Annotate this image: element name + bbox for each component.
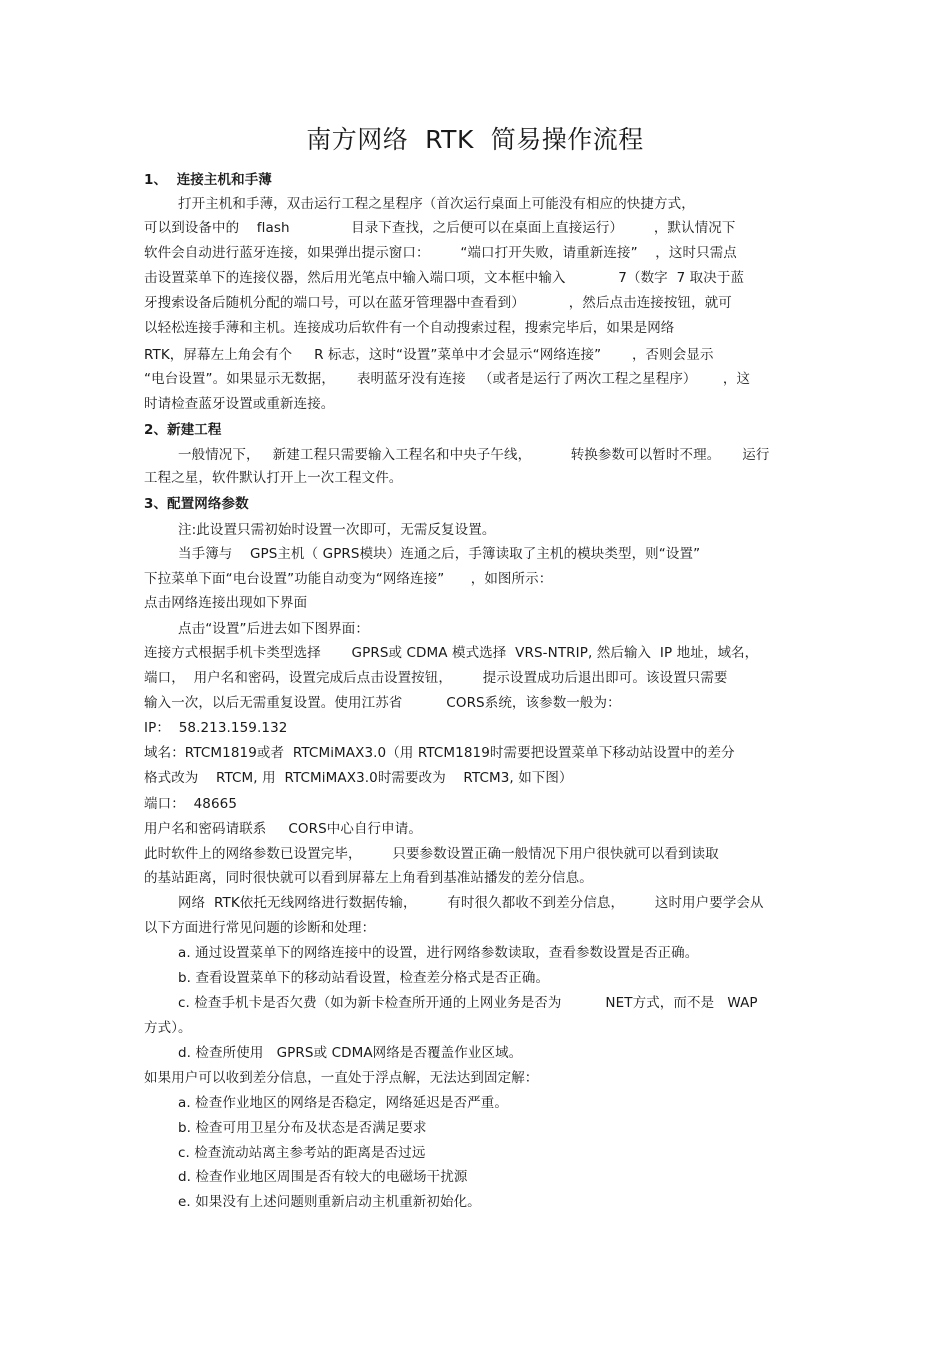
paragraph-line: 方式）。 xyxy=(144,1020,192,1036)
list-item: b. 查看设置菜单下的移动站看设置，检查差分格式是否正确。 xyxy=(178,970,550,986)
paragraph-line: 时请检查蓝牙设置或重新连接。 xyxy=(144,396,335,412)
list-item: c. 检查流动站离主参考站的距离是否过远 xyxy=(178,1145,426,1161)
paragraph-line: 下拉菜单下面“电台设置”功能自动变为“网络连接” ，如图所示： xyxy=(144,571,553,587)
paragraph-line: 软件会自动进行蓝牙连接，如果弹出提示窗口： “端口打开失败，请重新连接” ，这时只需点 xyxy=(144,245,737,261)
note-line: 注:此设置只需初始时设置一次即可，无需反复设置。 xyxy=(178,522,496,538)
paragraph-line: 牙搜索设备后随机分配的端口号，可以在蓝牙管理器中查看到） ，然后点击连接按钮，就可 xyxy=(144,295,732,311)
list-item: c. 检查手机卡是否欠费（如为新卡检查所开通的上网业务是否为 NET方式，而不是 WAP xyxy=(178,995,758,1011)
paragraph-line: RTK，屏幕左上角会有个 R 标志，这时“设置”菜单中才会显示“网络连接” ，否则会显示 xyxy=(144,347,714,363)
param-ip-line: IP： 58.213.159.132 xyxy=(144,720,288,736)
section-heading-3: 3、配置网络参数 xyxy=(144,496,249,512)
list-item: b. 检查可用卫星分布及状态是否满足要求 xyxy=(178,1120,427,1136)
paragraph-line: 如果用户可以收到差分信息，一直处于浮点解，无法达到固定解： xyxy=(144,1070,539,1086)
paragraph-line: 输入一次，以后无需重复设置。使用江苏省 CORS系统，该参数一般为： xyxy=(144,695,621,711)
paragraph-line: 当手簿与 GPS主机（ GPRS模块）连通之后，手簿读取了主机的模块类型，则“设置” xyxy=(178,546,701,562)
paragraph-line: “电台设置”。如果显示无数据， 表明蓝牙没有连接 （或者是运行了两次工程之星程序） ，这 xyxy=(144,371,751,387)
param-port-line: 端口： 48665 xyxy=(144,796,238,812)
paragraph-line: 以下方面进行常见问题的诊断和处理： xyxy=(144,920,376,936)
paragraph-line: 此时软件上的网络参数已设置完毕， 只要参数设置正确一般情况下用户很快就可以看到读取 xyxy=(144,846,719,862)
list-item: e. 如果没有上述问题则重新启动主机重新初始化。 xyxy=(178,1194,481,1210)
paragraph-line: 用户名和密码请联系 CORS中心自行申请。 xyxy=(144,821,422,837)
paragraph-line: 点击“设置”后进去如下图界面： xyxy=(178,621,369,637)
list-item: a. 检查作业地区的网络是否稳定，网络延迟是否严重。 xyxy=(178,1095,508,1111)
paragraph-line: 以轻松连接手薄和主机。连接成功后软件有一个自动搜索过程，搜索完毕后，如果是网络 xyxy=(144,320,675,336)
list-item: d. 检查所使用 GPRS或 CDMA网络是否覆盖作业区域。 xyxy=(178,1045,523,1061)
paragraph-line: 端口， 用户名和密码，设置完成后点击设置按钮， 提示设置成功后退出即可。该设置只需要 xyxy=(144,670,728,686)
paragraph-line: 工程之星，软件默认打开上一次工程文件。 xyxy=(144,470,403,486)
paragraph-line: 的基站距离，同时很快就可以看到屏幕左上角看到基准站播发的差分信息。 xyxy=(144,870,593,886)
paragraph-line: 击设置菜单下的连接仪器，然后用光笔点中输入端口项，文本框中输入 7（数字 7 取决于蓝 xyxy=(144,270,745,286)
paragraph-line: 可以到设备中的 flash 目录下查找，之后便可以在桌面上直接运行） ，默认情况下 xyxy=(144,220,736,236)
param-domain-line: 域名：RTCM1819或者 RTCMiMAX3.0（用 RTCM1819时需要把设置菜单下移动站设置中的差分 xyxy=(144,745,735,761)
paragraph-line: 格式改为 RTCM, 用 RTCMiMAX3.0时需要改为 RTCM3, 如下图） xyxy=(144,770,573,786)
list-item: d. 检查作业地区周围是否有较大的电磁场干扰源 xyxy=(178,1169,468,1185)
paragraph-line: 网络 RTK依托无线网络进行数据传输， 有时很久都收不到差分信息， 这时用户要学会从 xyxy=(178,895,764,911)
section-heading-2: 2、新建工程 xyxy=(144,422,222,438)
paragraph-line: 一般情况下， 新建工程只需要输入工程名和中央子午线， 转换参数可以暂时不理。 运行 xyxy=(178,447,770,463)
paragraph-line: 打开主机和手薄，双击运行工程之星程序（首次运行桌面上可能没有相应的快捷方式， xyxy=(178,196,695,212)
list-item: a. 通过设置菜单下的网络连接中的设置，进行网络参数读取，查看参数设置是否正确。 xyxy=(178,945,699,961)
paragraph-line: 点击网络连接出现如下界面 xyxy=(144,595,308,611)
document-title: 南方网络 RTK 简易操作流程 xyxy=(306,125,644,154)
paragraph-line: 连接方式根据手机卡类型选择 GPRS或 CDMA 模式选择 VRS-NTRIP, 然后输入 IP 地址，域名， xyxy=(144,645,759,661)
section-heading-1: 1、 连接主机和手薄 xyxy=(144,172,272,188)
